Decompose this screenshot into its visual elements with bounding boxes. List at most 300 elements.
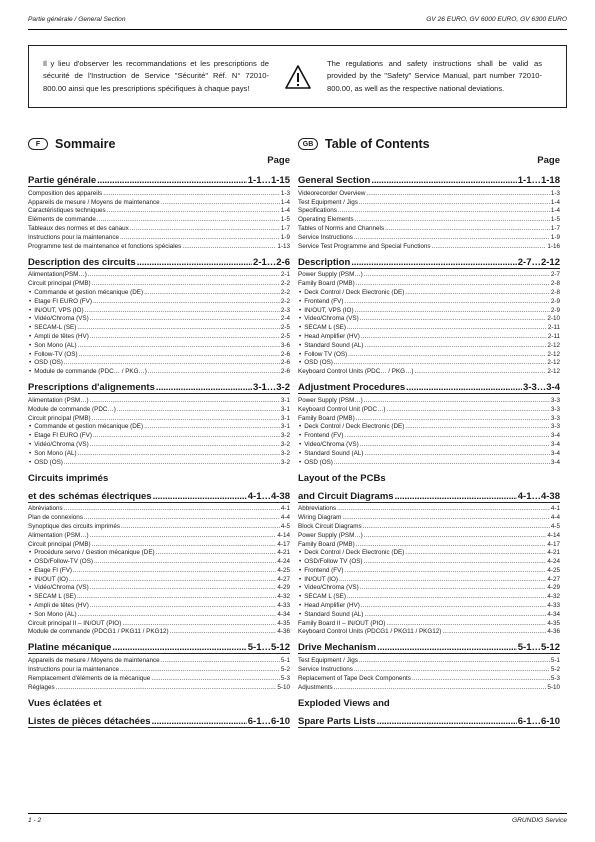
toc-entry[interactable] bbox=[28, 591, 290, 600]
toc-entry-title: Réglages bbox=[28, 683, 55, 691]
toc-entry-page: 1-3 bbox=[280, 189, 290, 197]
toc-entry[interactable] bbox=[298, 591, 560, 600]
toc-entry[interactable] bbox=[298, 223, 560, 232]
toc-entry-title: • Module de commande (PDC… / PKG…) bbox=[28, 368, 147, 375]
toc-entry[interactable] bbox=[298, 278, 560, 287]
toc-entry-page: 2-2 bbox=[280, 288, 290, 296]
language-badge-gb: GB bbox=[298, 138, 318, 150]
toc-entry[interactable] bbox=[28, 682, 290, 691]
toc-entry-title: Module de commande (PDC…) bbox=[28, 405, 116, 413]
leader-dots bbox=[344, 298, 549, 305]
toc-section-title: Description des circuits bbox=[28, 256, 136, 268]
leader-dots bbox=[148, 368, 280, 375]
safety-warning-box bbox=[28, 45, 567, 108]
toc-entry-title: Wiring Diagram bbox=[298, 514, 342, 522]
leader-dots bbox=[406, 382, 522, 393]
toc-entry-page: 4-29 bbox=[277, 584, 290, 592]
toc-section-entry[interactable] bbox=[28, 713, 290, 727]
leader-dots bbox=[112, 642, 246, 653]
toc-entry[interactable] bbox=[298, 305, 560, 314]
toc-entry-title: • IN/OUT (IO) bbox=[28, 576, 68, 583]
toc-entry-page: 1-9 bbox=[550, 233, 560, 241]
toc-entry[interactable] bbox=[28, 600, 290, 609]
toc-entry-page: 1-13 bbox=[277, 242, 290, 250]
toc-entry[interactable] bbox=[28, 241, 290, 250]
toc-entry-page: 4-21 bbox=[547, 549, 560, 557]
toc-entry[interactable] bbox=[298, 358, 560, 367]
toc-entry[interactable] bbox=[298, 296, 560, 305]
toc-entry[interactable] bbox=[28, 556, 290, 565]
toc-section-entry[interactable] bbox=[28, 172, 290, 186]
leader-dots bbox=[94, 558, 276, 565]
toc-section-title-line1: Vues éclatées et bbox=[28, 697, 102, 709]
leader-dots bbox=[90, 333, 280, 340]
toc-entry[interactable] bbox=[28, 609, 290, 618]
header-right: GV 26 EURO, GV 6000 EURO, GV 6300 EURO bbox=[426, 16, 567, 23]
leader-dots bbox=[356, 280, 550, 287]
leader-dots bbox=[90, 441, 280, 448]
page-footer bbox=[28, 813, 567, 825]
toc-entry[interactable] bbox=[28, 366, 290, 375]
toc-entry-page: 4-25 bbox=[547, 566, 560, 574]
toc-entry-title: • Deck Control / Deck Electronic (DE) bbox=[298, 423, 404, 430]
leader-dots bbox=[56, 684, 277, 691]
toc-entry[interactable] bbox=[298, 600, 560, 609]
toc-entry-title: • Frontend (FV) bbox=[298, 298, 343, 305]
toc-entry-title: • OSD (OS) bbox=[298, 459, 333, 466]
toc-entry-title: • Video/Chroma (VS) bbox=[298, 315, 359, 322]
leader-dots bbox=[334, 359, 546, 366]
toc-section-entry[interactable] bbox=[28, 639, 290, 653]
leader-dots bbox=[364, 342, 546, 349]
toc-entry-title: Circuit principal (PMB) bbox=[28, 280, 91, 288]
toc-entry-page: 4-5 bbox=[550, 522, 560, 530]
leader-dots bbox=[359, 657, 550, 664]
toc-entry-page: 2-3 bbox=[280, 306, 290, 314]
toc-section-title: Listes de pièces détachées bbox=[28, 715, 151, 727]
toc-entry[interactable] bbox=[298, 413, 560, 422]
toc-entry[interactable] bbox=[28, 214, 290, 223]
toc-entry[interactable] bbox=[28, 296, 290, 305]
toc-entry-page: 4-17 bbox=[547, 540, 560, 548]
toc-entry[interactable] bbox=[28, 322, 290, 331]
toc-entry[interactable] bbox=[298, 232, 560, 241]
toc-section-heading bbox=[28, 639, 290, 654]
toc-entry[interactable] bbox=[28, 574, 290, 583]
toc-entry-page: 4-27 bbox=[547, 575, 560, 583]
toc-entry-page: 3-3 bbox=[550, 405, 560, 413]
leader-dots bbox=[144, 423, 280, 430]
toc-entry-title: Eléments de commande bbox=[28, 216, 96, 224]
toc-sections-en bbox=[298, 172, 560, 728]
toc-entry[interactable] bbox=[28, 331, 290, 340]
toc-section-heading bbox=[298, 379, 560, 394]
toc-entry[interactable] bbox=[28, 287, 290, 296]
toc-entry[interactable] bbox=[298, 188, 560, 197]
toc-section-heading bbox=[28, 695, 290, 728]
toc-section-pages: 1-1…1-18 bbox=[517, 175, 560, 186]
toc-section-pages: 3-3…3-4 bbox=[523, 382, 560, 394]
toc-entry[interactable] bbox=[28, 404, 290, 413]
leader-dots bbox=[405, 289, 550, 296]
toc-section-heading bbox=[28, 254, 290, 269]
leader-dots bbox=[356, 415, 550, 422]
toc-entry-title: • OSD/Follow-TV (OS) bbox=[28, 558, 93, 565]
leader-dots bbox=[77, 324, 280, 331]
toc-section-title: and Circuit Diagrams bbox=[298, 490, 394, 502]
toc-entry-page: 4-29 bbox=[547, 584, 560, 592]
toc-entry[interactable] bbox=[298, 314, 560, 323]
toc-heading-fr: Sommaire bbox=[55, 137, 116, 151]
toc-entry-title: • Standard Sound (AL) bbox=[298, 450, 363, 457]
toc-entry[interactable] bbox=[298, 448, 560, 457]
toc-entry[interactable] bbox=[28, 305, 290, 314]
toc-entry-page: 4-27 bbox=[277, 575, 290, 583]
leader-dots bbox=[339, 576, 546, 583]
safety-warning-fr: Il y lieu d'observer les recommandations et les prescriptions de sécurité de l'Instruction de Service "Sécurité" Réf. N° 72010-800.00 ainsi que les prescriptions spécifiques à chaque pays! bbox=[43, 59, 269, 93]
toc-entry-page: 1-4 bbox=[550, 198, 560, 206]
toc-entry[interactable] bbox=[298, 512, 560, 521]
toc-entry-title: • SECAM-L (SE) bbox=[28, 324, 76, 331]
leader-dots bbox=[337, 505, 550, 512]
toc-entry[interactable] bbox=[298, 241, 560, 250]
toc-entry-title: • Frontend (FV) bbox=[298, 432, 343, 439]
toc-entry[interactable] bbox=[298, 340, 560, 349]
toc-section-heading bbox=[298, 172, 560, 187]
toc-entry[interactable] bbox=[298, 521, 560, 530]
leader-dots bbox=[90, 532, 277, 539]
toc-entry-page: 4-17 bbox=[277, 540, 290, 548]
toc-entry-page: 4-14 bbox=[277, 531, 290, 539]
toc-entry-title: • Vidéo/Chroma (VS) bbox=[28, 441, 89, 448]
toc-entry-page: 2-12 bbox=[547, 350, 560, 358]
leader-dots bbox=[347, 324, 547, 331]
leader-dots bbox=[156, 549, 277, 556]
toc-entry[interactable] bbox=[28, 627, 290, 636]
leader-dots bbox=[161, 657, 280, 664]
toc-entry[interactable] bbox=[28, 197, 290, 206]
toc-sections-fr bbox=[28, 172, 290, 728]
toc-entry[interactable] bbox=[298, 682, 560, 691]
toc-entry-page: 5-2 bbox=[550, 666, 560, 674]
page-header bbox=[28, 16, 567, 30]
toc-section-pages: 3-1…3-2 bbox=[253, 382, 290, 394]
toc-entry[interactable] bbox=[28, 618, 290, 627]
toc-entry[interactable] bbox=[28, 664, 290, 673]
page-column-label-en: Page bbox=[537, 155, 560, 166]
toc-entry[interactable] bbox=[298, 404, 560, 413]
toc-entry[interactable] bbox=[28, 430, 290, 439]
toc-entry[interactable] bbox=[298, 548, 560, 557]
leader-dots bbox=[387, 406, 550, 413]
toc-entry[interactable] bbox=[298, 574, 560, 583]
toc-entry-title: Abbreviations bbox=[298, 505, 337, 513]
toc-entry[interactable] bbox=[28, 504, 290, 513]
toc-entry[interactable] bbox=[28, 539, 290, 548]
toc-section-entry[interactable] bbox=[298, 639, 560, 653]
leader-dots bbox=[85, 307, 280, 314]
toc-entry-page: 4-35 bbox=[277, 619, 290, 627]
toc-entry[interactable] bbox=[28, 278, 290, 287]
toc-entry-page: 5-3 bbox=[280, 674, 290, 682]
toc-section-entry[interactable] bbox=[28, 254, 290, 268]
toc-section-entry[interactable] bbox=[298, 379, 560, 393]
leader-dots bbox=[153, 491, 247, 502]
toc-entry-title: • Head Amplifier (HV) bbox=[298, 602, 360, 609]
toc-entry[interactable] bbox=[298, 439, 560, 448]
toc-entry[interactable] bbox=[298, 422, 560, 431]
toc-entry-title: • Commande et gestion mécanique (DE) bbox=[28, 423, 143, 430]
toc-entry[interactable] bbox=[298, 664, 560, 673]
toc-entry-title: Module de commande (PDCG1 / PKG11 / PKG12) bbox=[28, 628, 169, 636]
toc-section-entry[interactable] bbox=[298, 713, 560, 727]
toc-section-entry[interactable] bbox=[298, 172, 560, 186]
toc-entry[interactable] bbox=[298, 655, 560, 664]
leader-dots bbox=[364, 558, 547, 565]
toc-entry[interactable] bbox=[28, 673, 290, 682]
toc-entry-title: Composition des appareils bbox=[28, 189, 103, 197]
toc-entry[interactable] bbox=[298, 395, 560, 404]
toc-entry[interactable] bbox=[28, 530, 290, 539]
leader-dots bbox=[92, 280, 280, 287]
toc-entry-title: • IN/OUT, VPS (IO) bbox=[298, 307, 354, 314]
leader-dots bbox=[92, 415, 280, 422]
toc-entry[interactable] bbox=[298, 618, 560, 627]
toc-entry-page: 5-1 bbox=[550, 657, 560, 665]
leader-dots bbox=[73, 567, 276, 574]
leader-dots bbox=[432, 243, 547, 250]
toc-entry[interactable] bbox=[28, 349, 290, 358]
leader-dots bbox=[377, 642, 517, 653]
toc-entry-title: Specifications bbox=[298, 207, 337, 215]
toc-entry-page: 3-6 bbox=[280, 341, 290, 349]
leader-dots bbox=[344, 432, 549, 439]
toc-entry-page: 1-9 bbox=[280, 233, 290, 241]
toc-entry[interactable] bbox=[28, 439, 290, 448]
toc-entry[interactable] bbox=[28, 521, 290, 530]
toc-entry-title: • Follow TV (OS) bbox=[298, 351, 347, 358]
toc-entry[interactable] bbox=[298, 214, 560, 223]
toc-entry[interactable] bbox=[28, 270, 290, 279]
toc-entry-title: Tables of Norms and Channels bbox=[298, 224, 385, 232]
toc-entry-title: Circuit principal (PMB) bbox=[28, 414, 91, 422]
toc-entry[interactable] bbox=[298, 457, 560, 466]
toc-entry-page: 2-2 bbox=[280, 280, 290, 288]
leader-dots bbox=[64, 359, 280, 366]
toc-section-pages: 6-1…6-10 bbox=[517, 715, 560, 727]
toc-entry[interactable] bbox=[298, 583, 560, 592]
toc-entry-title: • Etage FI EURO (FV) bbox=[28, 432, 92, 439]
toc-entry-page: 2-6 bbox=[280, 368, 290, 376]
toc-section-entry[interactable] bbox=[298, 488, 560, 502]
toc-entry[interactable] bbox=[28, 358, 290, 367]
toc-section-pages: 4-1…4-38 bbox=[247, 490, 290, 502]
toc-entry-page: 4-34 bbox=[547, 610, 560, 618]
toc-entry[interactable] bbox=[28, 188, 290, 197]
leader-dots bbox=[364, 532, 547, 539]
toc-entry[interactable] bbox=[298, 627, 560, 636]
toc-section-pages: 2-7…2-12 bbox=[517, 256, 560, 268]
toc-entry-page: 4-24 bbox=[277, 558, 290, 566]
toc-entry-title: • Son Mono (AL) bbox=[28, 342, 77, 349]
leader-dots bbox=[355, 307, 550, 314]
toc-entry[interactable] bbox=[28, 232, 290, 241]
toc-entry-title: Test Equipment / Jigs bbox=[298, 198, 358, 206]
toc-entry[interactable] bbox=[298, 349, 560, 358]
leader-dots bbox=[78, 450, 280, 457]
toc-entry[interactable] bbox=[28, 206, 290, 215]
toc-entry[interactable] bbox=[298, 366, 560, 375]
toc-section-title-line1: Exploded Views and bbox=[298, 697, 390, 709]
toc-entry-title: • IN/OUT (IO) bbox=[298, 576, 338, 583]
language-badge-fr: F bbox=[28, 138, 48, 150]
toc-section-pages: 5-1…5-12 bbox=[517, 642, 560, 654]
toc-entry-page: 2-7 bbox=[550, 271, 560, 279]
toc-entry[interactable] bbox=[28, 422, 290, 431]
toc-entry[interactable] bbox=[28, 413, 290, 422]
leader-dots bbox=[361, 333, 547, 340]
toc-entry[interactable] bbox=[28, 457, 290, 466]
toc-entry-title: Circuit principal II – IN/OUT (PIO) bbox=[28, 619, 122, 627]
toc-section-entry[interactable] bbox=[28, 379, 290, 393]
toc-entry[interactable] bbox=[28, 340, 290, 349]
toc-entry-title: • Son Mono (AL) bbox=[28, 450, 77, 457]
toc-section-entry[interactable] bbox=[298, 254, 560, 268]
toc-entry-page: 3-4 bbox=[550, 432, 560, 440]
toc-entry[interactable] bbox=[298, 565, 560, 574]
toc-entry[interactable] bbox=[28, 583, 290, 592]
toc-entry-title: Service Instructions bbox=[298, 233, 353, 241]
leader-dots bbox=[79, 351, 280, 358]
leader-dots bbox=[152, 716, 247, 727]
toc-entry-page: 1-7 bbox=[280, 224, 290, 232]
toc-entry-page: 1-4 bbox=[280, 207, 290, 215]
leader-dots bbox=[93, 298, 280, 305]
toc-entry-title: Keyboard Control Unit (PDC…) bbox=[298, 405, 386, 413]
leader-dots bbox=[103, 190, 280, 197]
toc-entry-page: 2-11 bbox=[547, 324, 560, 332]
toc-entry[interactable] bbox=[298, 197, 560, 206]
toc-entry-title: Plan de connexions bbox=[28, 514, 83, 522]
toc-title-en bbox=[298, 135, 560, 153]
toc-entry-title: • Vidéo/Chroma (VS) bbox=[28, 315, 89, 322]
toc-entry-page: 2-9 bbox=[550, 306, 560, 314]
toc-entry-title: Service Instructions bbox=[298, 666, 353, 674]
leader-dots bbox=[366, 190, 549, 197]
toc-entry[interactable] bbox=[298, 539, 560, 548]
toc-entry-page: 5-2 bbox=[280, 666, 290, 674]
toc-entry[interactable] bbox=[28, 548, 290, 557]
leader-dots bbox=[144, 289, 280, 296]
leader-dots bbox=[360, 441, 550, 448]
toc-entry-page: 3-2 bbox=[280, 440, 290, 448]
toc-entry-page: 2-5 bbox=[280, 324, 290, 332]
leader-dots bbox=[77, 593, 276, 600]
toc-entry[interactable] bbox=[298, 530, 560, 539]
toc-section-entry[interactable] bbox=[28, 488, 290, 502]
toc-entry-title: Family Board (PMB) bbox=[298, 414, 355, 422]
toc-entry-page: 1-16 bbox=[547, 242, 560, 250]
toc-entry-page: 3-2 bbox=[280, 449, 290, 457]
toc-section-title: et des schémas électriques bbox=[28, 490, 152, 502]
toc-entry-page: 2-11 bbox=[547, 332, 560, 340]
toc-entry-page: 3-2 bbox=[280, 458, 290, 466]
leader-dots bbox=[78, 342, 280, 349]
leader-dots bbox=[386, 620, 546, 627]
toc-section-pages: 4-1…4-38 bbox=[517, 490, 560, 502]
toc-entry-page: 4-5 bbox=[280, 522, 290, 530]
toc-entry-title: • Etage FI (FV) bbox=[28, 567, 72, 574]
leader-dots bbox=[355, 216, 550, 223]
toc-entry[interactable] bbox=[298, 430, 560, 439]
toc-entry[interactable] bbox=[298, 287, 560, 296]
toc-entry[interactable] bbox=[28, 448, 290, 457]
leader-dots bbox=[156, 382, 252, 393]
toc-entry[interactable] bbox=[298, 206, 560, 215]
leader-dots bbox=[351, 257, 516, 268]
toc-entry-page: 5-10 bbox=[547, 683, 560, 691]
toc-entry-title: Appareils de mesure / Moyens de maintenance bbox=[28, 657, 160, 665]
toc-section-pages: 6-1…6-10 bbox=[247, 715, 290, 727]
leader-dots bbox=[170, 628, 277, 635]
toc-title-fr bbox=[28, 135, 290, 153]
toc-entry[interactable] bbox=[298, 609, 560, 618]
toc-entry-title: Power Supply (PSM…) bbox=[298, 531, 363, 539]
toc-entry-page: 4-33 bbox=[277, 602, 290, 610]
toc-entry[interactable] bbox=[28, 395, 290, 404]
toc-entry[interactable] bbox=[28, 565, 290, 574]
toc-entry-title: • Video/Chroma (VS) bbox=[298, 441, 359, 448]
toc-entry[interactable] bbox=[298, 556, 560, 565]
toc-entry-title: Caractéristiques techniques bbox=[28, 207, 106, 215]
leader-dots bbox=[344, 567, 546, 574]
toc-column-en bbox=[298, 135, 560, 729]
toc-entry-title: • OSD (OS) bbox=[298, 359, 333, 366]
toc-section-title: Partie générale bbox=[28, 175, 97, 186]
toc-entry-page: 4-35 bbox=[547, 619, 560, 627]
toc-entry-title: Alimentation (PSM…) bbox=[28, 531, 89, 539]
toc-entry[interactable] bbox=[28, 314, 290, 323]
leader-dots bbox=[347, 593, 546, 600]
page-column-label-fr: Page bbox=[267, 155, 290, 166]
toc-entry-title: • OSD/Follow TV (OS) bbox=[298, 558, 363, 565]
toc-entry[interactable] bbox=[298, 270, 560, 279]
safety-warning-en: The regulations and safety instructions shall be valid as provided by the "Safety" Service Manual, part number 72010-800.00, as well as the respective national deviations. bbox=[327, 59, 542, 93]
toc-entry[interactable] bbox=[298, 322, 560, 331]
toc-entry-page: 4-36 bbox=[277, 628, 290, 636]
toc-entry-title: • Head Amplifier (HV) bbox=[298, 333, 360, 340]
leader-dots bbox=[64, 505, 280, 512]
toc-entry-page: 3-1 bbox=[280, 405, 290, 413]
toc-entry-page: 1-7 bbox=[550, 224, 560, 232]
leader-dots bbox=[354, 666, 550, 673]
toc-entry-title: Programme test de maintenance et fonctions spéciales bbox=[28, 242, 182, 250]
toc-entry-page: 4-24 bbox=[547, 558, 560, 566]
toc-entry[interactable] bbox=[28, 512, 290, 521]
toc-entry[interactable] bbox=[28, 655, 290, 664]
toc-entry-title: • Etage FI EURO (FV) bbox=[28, 298, 92, 305]
toc-entry[interactable] bbox=[298, 504, 560, 513]
toc-entry-title: • Follow-TV (OS) bbox=[28, 351, 78, 358]
leader-dots bbox=[405, 549, 546, 556]
toc-entry-title: Synoptique des circuits imprimés bbox=[28, 522, 121, 530]
toc-entry[interactable] bbox=[298, 673, 560, 682]
toc-entry[interactable] bbox=[298, 331, 560, 340]
leader-dots bbox=[334, 459, 550, 466]
leader-dots bbox=[359, 199, 550, 206]
toc-entry[interactable] bbox=[28, 223, 290, 232]
leader-dots bbox=[137, 257, 252, 268]
